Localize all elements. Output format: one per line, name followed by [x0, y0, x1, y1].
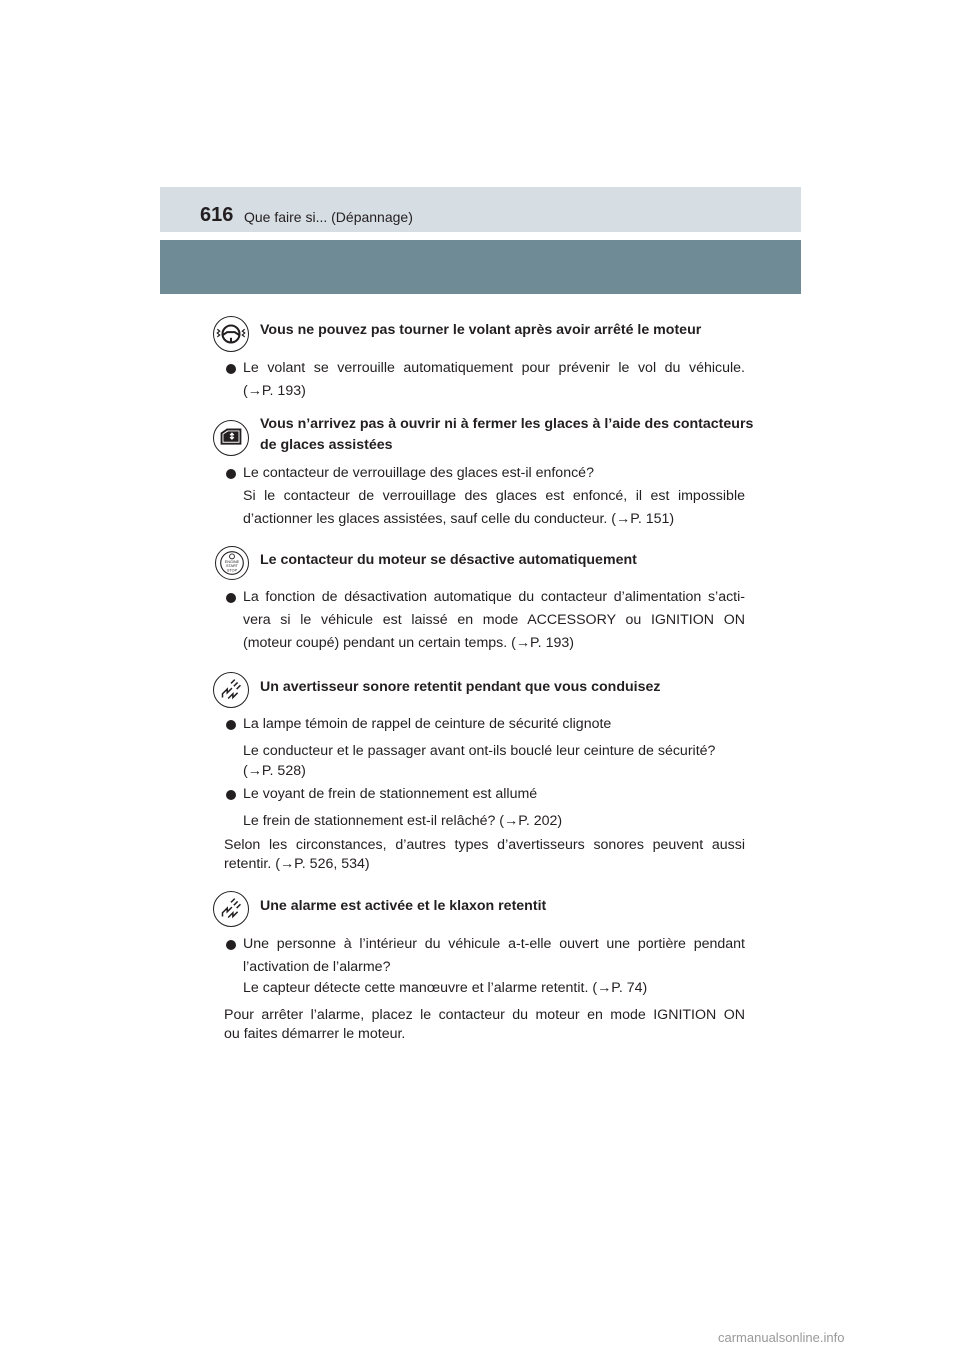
bullet-text: d’actionner les glaces assistées, sauf celle du conducteur. (→P. 151): [243, 511, 675, 527]
bullet-text: Le voyant de frein de stationnement est allumé: [243, 786, 538, 802]
bullet-dot: [226, 593, 236, 603]
bullet-dot: [226, 364, 236, 374]
bullet-text: Le volant se verrouille automatiquement pour prévenir le vol du véhicule.: [243, 360, 745, 376]
bullet-text: (→P. 193): [243, 383, 306, 399]
engine-start-stop-icon: [215, 546, 249, 580]
topic-title: Un avertisseur sonore retentit pendant que vous conduisez: [260, 679, 661, 695]
window-lock-icon: [213, 420, 249, 456]
paragraph-text: retentir. (→P. 526, 534): [224, 856, 370, 872]
sound-warning-icon: [213, 672, 249, 708]
bullet-dot: [226, 940, 236, 950]
bullet-text: (→P. 528): [243, 763, 306, 779]
icon-label: ENGINE: [224, 560, 240, 564]
bullet-text: La lampe témoin de rappel de ceinture de sécurité clignote: [243, 716, 612, 732]
bullet-text: Le capteur détecte cette manœuvre et l’alarme retentit. (→P. 74): [243, 980, 648, 996]
topic-title: Une alarme est activée et le klaxon retentit: [260, 898, 547, 914]
bullet-text: Si le contacteur de verrouillage des glaces est enfoncé, il est impossible: [243, 488, 745, 504]
bullet-dot: [226, 790, 236, 800]
bullet-text: l’activation de l’alarme?: [243, 959, 391, 975]
icon-label: START: [226, 564, 238, 569]
topic-title: de glaces assistées: [260, 437, 393, 453]
bullet-text: Une personne à l’intérieur du véhicule a-t-elle ouvert une portière pendant: [243, 936, 745, 952]
paragraph-text: Pour arrêter l’alarme, placez le contacteur du moteur en mode IGNITION ON: [224, 1007, 745, 1023]
topic-title: Vous n’arrivez pas à ouvrir ni à fermer les glaces à l’aide des contacteurs: [260, 416, 754, 432]
topic-title: Le contacteur du moteur se désactive automatiquement: [260, 552, 637, 568]
bullet-dot: [226, 720, 236, 730]
page-number: 616: [200, 204, 234, 226]
bullet-text: (moteur coupé) pendant un certain temps. (→P. 193): [243, 635, 574, 651]
steering-lock-icon: [213, 316, 249, 352]
bullet-text: Le contacteur de verrouillage des glaces est-il enfoncé?: [243, 465, 594, 481]
bullet-text: Le conducteur et le passager avant ont-ils bouclé leur ceinture de sécurité?: [243, 743, 716, 759]
paragraph-text: ou faites démarrer le moteur.: [224, 1026, 406, 1042]
alarm-sound-icon: [213, 891, 249, 927]
bullet-text: Le frein de stationnement est-il relâché? (→P. 202): [243, 813, 563, 829]
section-title: Que faire si... (Dépannage): [244, 209, 413, 225]
bullet-dot: [226, 469, 236, 479]
header-bar: [160, 240, 801, 294]
icon-label: STOP: [226, 568, 238, 573]
paragraph-text: Selon les circonstances, d’autres types d’avertisseurs sonores peuvent aussi: [224, 837, 745, 853]
bullet-text: La fonction de désactivation automatique du contacteur d’alimentation s’acti-: [243, 589, 745, 605]
watermark: carmanualsonline.info: [718, 1330, 845, 1345]
bullet-text: vera si le véhicule est laissé en mode ACCESSORY ou IGNITION ON: [243, 612, 745, 628]
topic-title: Vous ne pouvez pas tourner le volant après avoir arrêté le moteur: [260, 322, 702, 338]
